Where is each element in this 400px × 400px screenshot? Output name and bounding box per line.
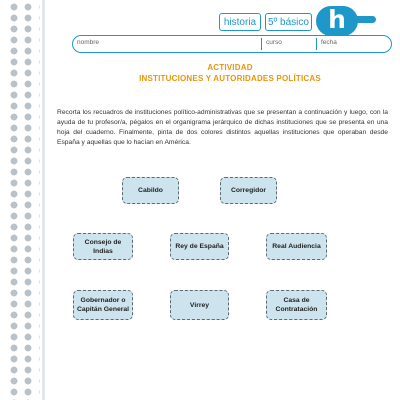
card-rey-de-espana[interactable]: Rey de España: [170, 233, 229, 260]
card-real-audiencia[interactable]: Real Audiencia: [266, 233, 327, 260]
logo-tail: [356, 16, 376, 23]
subject-tag: historia: [219, 13, 261, 31]
date-label: fecha: [321, 39, 337, 46]
info-separator: [261, 38, 262, 50]
name-label: nombre: [77, 39, 100, 46]
instructions-paragraph: Recorta los recuadros de instituciones político-administrativas que se presentan a continuación y luego, con la ayuda de tu profesor/a, pégalos en el organigrama jerárquico de dichas instituciones que se presenta en una hoja del cuaderno. Finalmente, pinta de dos colores distintos aquellas instituciones que operaban desde España y aquellas que lo hacían en América.: [57, 109, 388, 146]
card-consejo-de-indias[interactable]: Consejo de Indias: [73, 233, 133, 260]
activity-topic: INSTITUCIONES Y AUTORIDADES POLÍTICAS: [139, 74, 321, 83]
info-separator: [316, 38, 317, 50]
brand-logo: h: [316, 6, 358, 36]
student-info-band: [72, 35, 392, 53]
activity-heading: ACTIVIDAD: [207, 63, 253, 72]
course-label: curso: [266, 39, 282, 46]
card-cabildo[interactable]: Cabildo: [122, 177, 179, 204]
card-casa-de-contratacion[interactable]: Casa de Contratación: [266, 290, 327, 320]
card-gobernador[interactable]: Gobernador o Capitán General: [73, 290, 133, 320]
card-virrey[interactable]: Virrey: [170, 290, 229, 320]
card-corregidor[interactable]: Corregidor: [220, 177, 277, 204]
binding-strip: [42, 0, 45, 400]
grade-tag: 5º básico: [265, 13, 312, 31]
spiral-binding: [0, 0, 48, 400]
binding-rings: [6, 2, 40, 400]
